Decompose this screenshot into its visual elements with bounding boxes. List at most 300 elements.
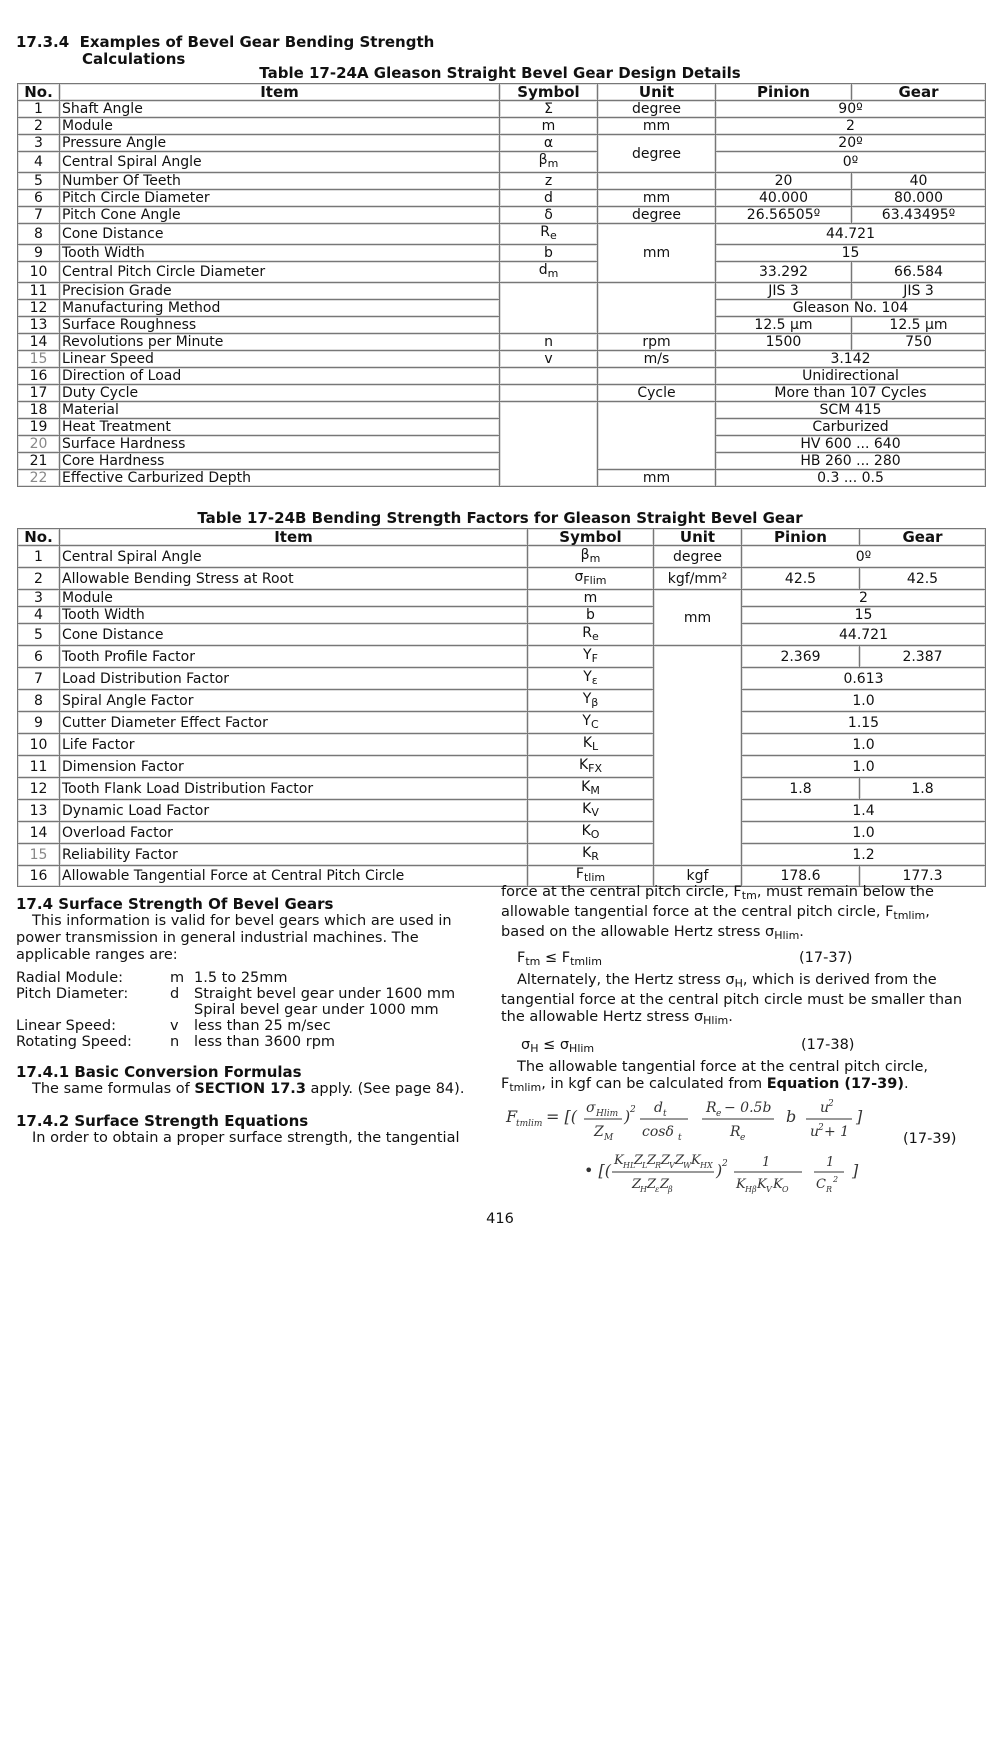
- row-number: 2: [18, 118, 60, 135]
- item-cell: Allowable Tangential Force at Central Pitch Circle: [60, 866, 528, 887]
- value-cell: Carburized: [716, 419, 986, 436]
- col-item: Item: [60, 84, 500, 101]
- row-number: 10: [18, 262, 60, 283]
- row-number: 5: [18, 173, 60, 190]
- symbol-cell: [528, 712, 654, 734]
- svg-text:HL: HL: [623, 1161, 636, 1170]
- text: , based on the allowable Hertz stress σ: [501, 904, 930, 940]
- svg-text:2: 2: [818, 1123, 824, 1133]
- symbol-main: v: [544, 351, 553, 367]
- item-cell: Effective Carburized Depth: [60, 470, 500, 487]
- unit-cell: [598, 402, 716, 470]
- item-cell: Revolutions per Minute: [60, 334, 500, 351]
- symbol-cell: [500, 224, 598, 245]
- symbol-subscript: FX: [588, 761, 603, 775]
- item-cell: Pitch Circle Diameter: [60, 190, 500, 207]
- item-cell: Central Spiral Angle: [60, 152, 500, 173]
- row-number: 15: [18, 844, 60, 866]
- text: σ: [521, 1037, 531, 1053]
- row-number: 8: [18, 224, 60, 245]
- range-sym: v: [170, 1018, 179, 1034]
- equation-17-37: [501, 950, 973, 972]
- table-row: [18, 546, 986, 568]
- range-label: Radial Module:: [16, 970, 124, 986]
- table-row: [18, 118, 986, 135]
- symbol-main: α: [543, 135, 554, 151]
- svg-text:Hβ: Hβ: [745, 1185, 757, 1194]
- section-ref: SECTION 17.3: [194, 1081, 306, 1097]
- symbol-main: F: [575, 866, 584, 882]
- svg-text:u: u: [810, 1124, 820, 1140]
- equation-number: (17-38): [801, 1037, 855, 1053]
- pinion-cell: 1500: [716, 334, 852, 351]
- subscript: tm: [741, 889, 757, 902]
- symbol-main: d: [544, 190, 553, 206]
- row-number: 3: [18, 590, 60, 607]
- range-label: Linear Speed:: [16, 1018, 117, 1034]
- symbol-cell: [528, 822, 654, 844]
- gear-cell: 66.584: [852, 262, 986, 283]
- item-cell: Central Pitch Circle Diameter: [60, 262, 500, 283]
- svg-text:): ): [716, 1161, 723, 1180]
- gear-cell: 63.43495º: [852, 207, 986, 224]
- col-unit: Unit: [598, 84, 716, 101]
- row-number: 1: [18, 101, 60, 118]
- pinion-cell: 26.56505º: [716, 207, 852, 224]
- svg-text:Z: Z: [675, 1153, 685, 1168]
- symbol-cell: [500, 402, 598, 487]
- value-cell: 0.3 ... 0.5: [716, 470, 986, 487]
- section-title: [16, 34, 434, 68]
- value-cell: 0º: [742, 546, 986, 568]
- pinion-cell: 40.000: [716, 190, 852, 207]
- row-number: 7: [18, 668, 60, 690]
- item-cell: Tooth Width: [60, 607, 528, 624]
- table-row: [18, 607, 986, 624]
- subscript: Hlim: [703, 1014, 729, 1027]
- value-cell: 1.15: [742, 712, 986, 734]
- row-number: 1: [18, 546, 60, 568]
- range-label: [16, 1002, 170, 1018]
- symbol-main: K: [582, 800, 592, 817]
- svg-text:Z: Z: [632, 1177, 642, 1192]
- left-column: [16, 896, 476, 1147]
- symbol-main: Y: [582, 690, 592, 707]
- value-cell: HB 260 ... 280: [716, 453, 986, 470]
- range-val: less than 25 m/sec: [194, 1018, 331, 1034]
- row-number: 6: [18, 646, 60, 668]
- symbol-cell: [500, 118, 598, 135]
- unit-cell: mm: [654, 590, 742, 646]
- svg-text:R: R: [655, 1161, 662, 1170]
- text: , must remain below the allowable tangential force at the central pitch circle, F: [501, 884, 934, 920]
- pinion-cell: 42.5: [742, 568, 860, 590]
- table-row: [18, 262, 986, 283]
- symbol-subscript: e: [591, 629, 599, 643]
- subscript: tmlim: [570, 955, 602, 968]
- svg-text:O: O: [782, 1185, 789, 1194]
- table-row: [18, 351, 986, 368]
- unit-cell: Cycle: [598, 385, 716, 402]
- row-number: 18: [18, 402, 60, 419]
- svg-text:Hlim: Hlim: [596, 1109, 619, 1119]
- symbol-cell: [528, 690, 654, 712]
- row-number: 11: [18, 283, 60, 300]
- unit-cell: m/s: [598, 351, 716, 368]
- svg-text:K: K: [757, 1177, 767, 1192]
- subscript: H: [530, 1042, 539, 1055]
- range-sym: m: [170, 970, 185, 986]
- row-number: 15: [18, 351, 60, 368]
- value-cell: 15: [716, 245, 986, 262]
- table-row: [18, 224, 986, 245]
- svg-text:K: K: [773, 1177, 783, 1192]
- item-cell: Spiral Angle Factor: [60, 690, 528, 712]
- svg-text:t: t: [663, 1109, 667, 1119]
- conversion-paragraph: [16, 1081, 476, 1098]
- symbol-cell: [500, 334, 598, 351]
- gear-cell: JIS 3: [852, 283, 986, 300]
- subscript: tm: [525, 955, 541, 968]
- svg-text:cosδ: cosδ: [642, 1124, 674, 1140]
- svg-text:M: M: [604, 1133, 614, 1143]
- item-cell: Reliability Factor: [60, 844, 528, 866]
- row-number: 12: [18, 778, 60, 800]
- subscript: tmlim: [893, 909, 926, 922]
- item-cell: Life Factor: [60, 734, 528, 756]
- col-no: No.: [18, 529, 60, 546]
- value-cell: 44.721: [742, 624, 986, 646]
- table-row: [18, 690, 986, 712]
- row-number: 9: [18, 712, 60, 734]
- svg-text:t: t: [678, 1133, 682, 1143]
- item-cell: Tooth Profile Factor: [60, 646, 528, 668]
- symbol-cell: [500, 190, 598, 207]
- svg-text:R: R: [706, 1100, 717, 1116]
- svg-text:R: R: [730, 1124, 741, 1140]
- table-row: [18, 590, 986, 607]
- unit-cell: [598, 283, 716, 334]
- table-row: [18, 207, 986, 224]
- item-cell: Pressure Angle: [60, 135, 500, 152]
- col-gear: Gear: [852, 84, 986, 101]
- symbol-subscript: e: [549, 229, 557, 242]
- table-row: [18, 368, 986, 385]
- item-cell: Dynamic Load Factor: [60, 800, 528, 822]
- value-cell: 1.0: [742, 756, 986, 778]
- value-cell: 2: [716, 118, 986, 135]
- svg-text:F: F: [506, 1107, 518, 1126]
- row-number: 16: [18, 368, 60, 385]
- col-item: Item: [60, 529, 528, 546]
- item-cell: Tooth Width: [60, 245, 500, 262]
- svg-text:u: u: [820, 1100, 830, 1116]
- table-a-caption: Table 17-24A Gleason Straight Bevel Gear Design Details: [259, 64, 741, 82]
- svg-text:]: ]: [856, 1107, 863, 1126]
- col-pinion: Pinion: [742, 529, 860, 546]
- symbol-cell: [528, 800, 654, 822]
- heading-17-4-2: 17.4.2 Surface Strength Equations: [16, 1112, 309, 1130]
- svg-text:2: 2: [722, 1159, 728, 1169]
- col-unit: Unit: [654, 529, 742, 546]
- text: .: [903, 1076, 909, 1092]
- unit-cell: mm: [598, 470, 716, 487]
- symbol-subscript: F: [591, 651, 598, 665]
- col-symbol: Symbol: [500, 84, 598, 101]
- heading-17-4-1: 17.4.1 Basic Conversion Formulas: [16, 1063, 302, 1081]
- item-cell: Material: [60, 402, 500, 419]
- row-number: 11: [18, 756, 60, 778]
- symbol-main: Y: [582, 712, 591, 729]
- item-cell: Module: [60, 118, 500, 135]
- table-row: [18, 334, 986, 351]
- table-b: [17, 528, 986, 887]
- symbol-subscript: ε: [591, 673, 598, 687]
- equation-17-39-graphic: [500, 1088, 970, 1194]
- value-cell: 1.0: [742, 822, 986, 844]
- item-cell: Surface Hardness: [60, 436, 500, 453]
- svg-text:Z: Z: [660, 1177, 670, 1192]
- row-number: 4: [18, 607, 60, 624]
- svg-text:Z: Z: [634, 1153, 644, 1168]
- unit-cell: [598, 368, 716, 385]
- gear-cell: 1.8: [860, 778, 986, 800]
- symbol-main: K: [578, 756, 589, 773]
- item-cell: Number Of Teeth: [60, 173, 500, 190]
- row-number: 13: [18, 800, 60, 822]
- symbol-main: σ: [574, 568, 584, 585]
- item-cell: Tooth Flank Load Distribution Factor: [60, 778, 528, 800]
- row-number: 17: [18, 385, 60, 402]
- row-number: 9: [18, 245, 60, 262]
- range-row: [16, 1034, 456, 1050]
- right-paragraph-2: [501, 972, 973, 1029]
- value-cell: 15: [742, 607, 986, 624]
- pinion-cell: 178.6: [742, 866, 860, 887]
- value-cell: 2: [742, 590, 986, 607]
- table-row: [18, 844, 986, 866]
- intro-paragraph: This information is valid for bevel gears which are used in power transmission in general industrial machines. The applicable ranges are:: [16, 913, 452, 963]
- symbol-main: n: [544, 334, 553, 350]
- range-sym: n: [170, 1034, 180, 1050]
- unit-cell: [598, 173, 716, 190]
- subscript: tmlim: [509, 1081, 542, 1094]
- unit-cell: mm: [598, 118, 716, 135]
- symbol-cell: [500, 173, 598, 190]
- range-val: 1.5 to 25mm: [194, 970, 288, 986]
- unit-cell: [654, 646, 742, 866]
- item-cell: Load Distribution Factor: [60, 668, 528, 690]
- row-number: 21: [18, 453, 60, 470]
- svg-text:1: 1: [762, 1155, 771, 1170]
- col-gear: Gear: [860, 529, 986, 546]
- item-cell: Overload Factor: [60, 822, 528, 844]
- symbol-subscript: Flim: [583, 573, 607, 587]
- value-cell: Unidirectional: [716, 368, 986, 385]
- symbol-main: m: [541, 118, 556, 134]
- symbol-subscript: m: [547, 267, 559, 280]
- svg-text:1: 1: [826, 1155, 835, 1170]
- symbol-subscript: m: [589, 551, 601, 565]
- text: apply. (See page 84).: [305, 1081, 465, 1097]
- gear-cell: 40: [852, 173, 986, 190]
- svg-text:W: W: [683, 1161, 692, 1170]
- equation-17-39-number: (17-39): [903, 1131, 957, 1147]
- range-val: Straight bevel gear under 1600 mm: [194, 986, 456, 1002]
- table-row: [18, 712, 986, 734]
- symbol-cell: [528, 778, 654, 800]
- row-number: 13: [18, 317, 60, 334]
- heading-17-4: 17.4 Surface Strength Of Bevel Gears: [16, 895, 334, 913]
- range-sym: [170, 1002, 194, 1018]
- symbol-cell: [500, 207, 598, 224]
- unit-cell: degree: [654, 546, 742, 568]
- svg-text:V: V: [669, 1161, 675, 1170]
- text: F: [517, 950, 526, 966]
- text: , in kgf can be calculated from: [541, 1076, 767, 1092]
- symbol-cell: [528, 668, 654, 690]
- table-row: [18, 734, 986, 756]
- symbol-cell: [500, 385, 598, 402]
- range-row: [16, 970, 456, 986]
- symbol-cell: [528, 546, 654, 568]
- gear-cell: 12.5 μm: [852, 317, 986, 334]
- table-row: [18, 402, 986, 419]
- table-b-caption: Table 17-24B Bending Strength Factors for Gleason Straight Bevel Gear: [197, 509, 803, 527]
- symbol-main: m: [583, 590, 598, 606]
- svg-text:R: R: [826, 1185, 833, 1194]
- text: .: [799, 924, 804, 940]
- strength-paragraph: In order to obtain a proper surface strength, the tangential: [32, 1130, 460, 1146]
- row-number: 5: [18, 624, 60, 646]
- table-row: [18, 822, 986, 844]
- unit-cell: kgf: [654, 866, 742, 887]
- item-cell: Core Hardness: [60, 453, 500, 470]
- svg-text:e: e: [740, 1133, 746, 1143]
- value-cell: 1.0: [742, 690, 986, 712]
- right-paragraph-1: [501, 884, 973, 944]
- value-cell: 90º: [716, 101, 986, 118]
- gear-cell: 2.387: [860, 646, 986, 668]
- text: .: [728, 1009, 733, 1025]
- symbol-subscript: C: [590, 717, 599, 731]
- svg-text:Z: Z: [594, 1124, 604, 1140]
- table-row: [18, 568, 986, 590]
- symbol-main: Σ: [544, 101, 553, 117]
- table-row: [18, 624, 986, 646]
- table-a: [17, 83, 986, 487]
- item-cell: Cone Distance: [60, 224, 500, 245]
- symbol-main: R: [582, 624, 592, 641]
- section-title-line1: Examples of Bevel Gear Bending Strength: [79, 33, 435, 51]
- range-row: [16, 1002, 456, 1018]
- unit-cell: kgf/mm²: [654, 568, 742, 590]
- symbol-cell: [500, 283, 598, 334]
- table-row: [18, 646, 986, 668]
- svg-text:tmlim: tmlim: [516, 1119, 543, 1129]
- svg-text:2: 2: [630, 1105, 636, 1115]
- symbol-subscript: β: [591, 695, 599, 709]
- row-number: 14: [18, 334, 60, 351]
- pinion-cell: 20: [716, 173, 852, 190]
- text: ≤ σ: [538, 1037, 570, 1053]
- section-title-line2: Calculations: [82, 50, 186, 68]
- symbol-main: K: [582, 734, 593, 751]
- table-row: [18, 190, 986, 207]
- unit-cell: mm: [598, 224, 716, 283]
- svg-text:2: 2: [833, 1175, 839, 1184]
- row-number: 2: [18, 568, 60, 590]
- value-cell: More than 107 Cycles: [716, 385, 986, 402]
- item-cell: Shaft Angle: [60, 101, 500, 118]
- symbol-cell: [528, 568, 654, 590]
- item-cell: Manufacturing Method: [60, 300, 500, 317]
- svg-text:Z: Z: [647, 1153, 657, 1168]
- symbol-main: β: [538, 152, 548, 168]
- table-row: [18, 245, 986, 262]
- pinion-cell: 33.292: [716, 262, 852, 283]
- svg-text:2: 2: [828, 1099, 834, 1109]
- symbol-subscript: R: [591, 849, 599, 863]
- row-number: 12: [18, 300, 60, 317]
- symbol-main: z: [544, 173, 553, 189]
- unit-cell: degree: [598, 135, 716, 173]
- value-cell: 0.613: [742, 668, 986, 690]
- symbol-subscript: V: [591, 805, 599, 819]
- section-number: 17.3.4: [16, 33, 70, 51]
- item-cell: Allowable Bending Stress at Root: [60, 568, 528, 590]
- symbol-subscript: m: [547, 157, 559, 170]
- table-row: [18, 283, 986, 300]
- symbol-main: K: [581, 778, 591, 795]
- symbol-main: δ: [544, 207, 553, 223]
- text: The same formulas of: [32, 1081, 195, 1097]
- subscript: Hlim: [569, 1042, 595, 1055]
- symbol-cell: [528, 624, 654, 646]
- range-label: Pitch Diameter:: [16, 986, 129, 1002]
- value-cell: Gleason No. 104: [716, 300, 986, 317]
- row-number: 3: [18, 135, 60, 152]
- text: , which is derived from the tangential force at the central pitch circle must be smaller than the allowable Hertz stress σ: [501, 972, 963, 1025]
- text: The allowable tangential force at the central pitch circle, F: [501, 1059, 929, 1092]
- table-row: [18, 173, 986, 190]
- value-cell: HV 600 ... 640: [716, 436, 986, 453]
- svg-text:K: K: [736, 1177, 746, 1192]
- right-column: [501, 884, 973, 1096]
- symbol-subscript: L: [592, 739, 599, 753]
- symbol-subscript: M: [590, 783, 600, 797]
- page-number: 416: [486, 1211, 514, 1227]
- equation-ref: Equation (17-39): [766, 1076, 904, 1092]
- symbol-cell: [500, 152, 598, 173]
- range-label: Rotating Speed:: [16, 1034, 132, 1050]
- table-row: [18, 800, 986, 822]
- gear-cell: 42.5: [860, 568, 986, 590]
- table-row: [18, 778, 986, 800]
- table-row: [18, 668, 986, 690]
- item-cell: Linear Speed: [60, 351, 500, 368]
- symbol-cell: [500, 262, 598, 283]
- range-row: [16, 986, 456, 1002]
- svg-text:K: K: [614, 1153, 624, 1168]
- range-sym: d: [170, 986, 180, 1002]
- symbol-cell: [528, 844, 654, 866]
- svg-text:e: e: [716, 1109, 722, 1119]
- svg-text:]: ]: [852, 1161, 859, 1180]
- text: ≤ F: [540, 950, 571, 966]
- svg-text:Z: Z: [647, 1177, 657, 1192]
- svg-text:V: V: [766, 1185, 772, 1194]
